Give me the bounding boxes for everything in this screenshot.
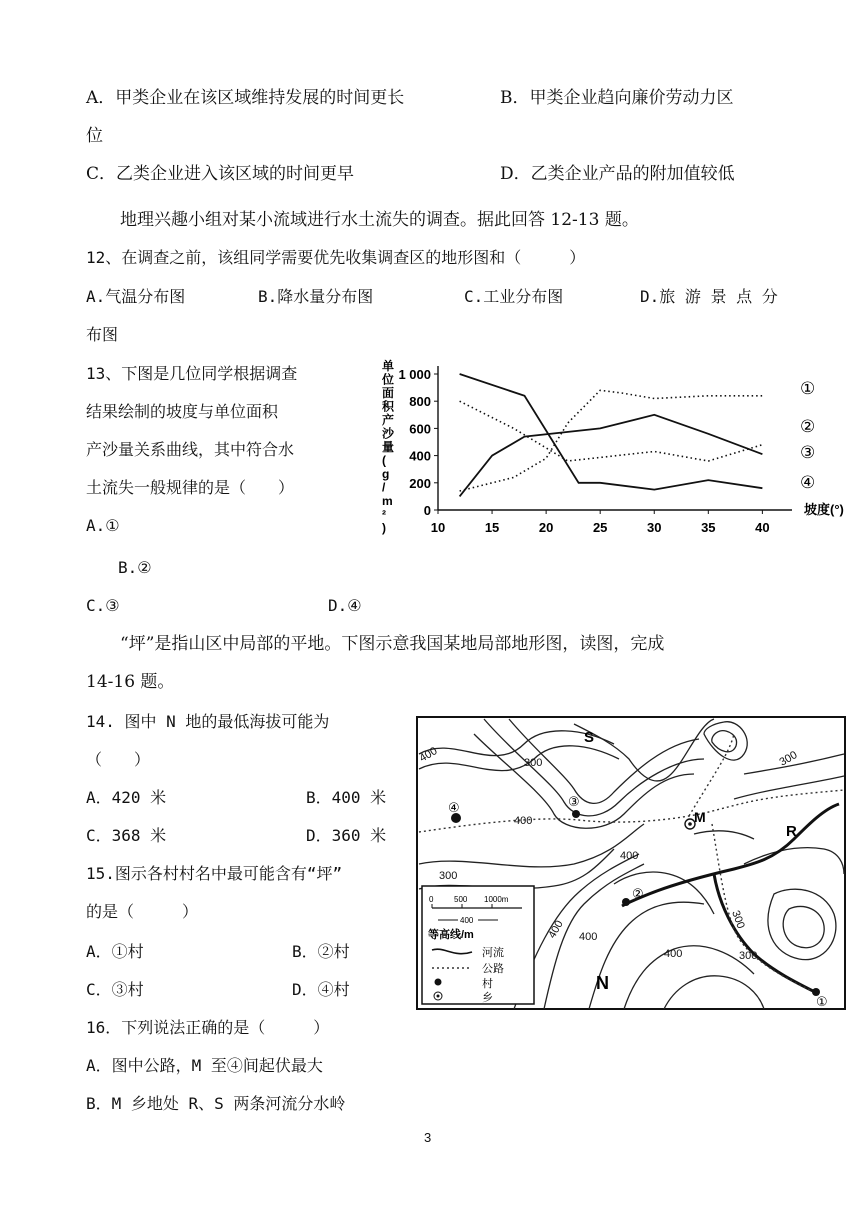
q14-stem-line-1: 14. 图中 N 地的最低海拔可能为 [86,712,330,731]
label-s: S [584,729,595,746]
legend-road: 公路 [482,963,504,975]
contour-label: 400 [417,745,440,765]
q13-stem-line-1: 13、下图是几位同学根据调查 [86,364,298,383]
chart-x-axis-label: 坡度(°) [804,502,844,517]
q13-stem-line-2: 结果绘制的坡度与单位面积 [86,402,279,421]
contour-label: 400 [579,931,598,943]
village-label: ③ [568,794,580,809]
contour-label: 300 [729,908,747,931]
label-r: R [786,823,797,840]
chart-series-line [460,374,763,490]
chart-y-tick-label: 0 [423,503,431,518]
contour-label: 300 [739,950,758,962]
scale-tick: 0 [429,895,434,904]
topographic-map [414,714,848,1012]
chart-series-label: ③ [800,443,816,462]
legend-box [422,886,534,1004]
q13-option-b: B.② [118,558,152,577]
chart-series-label: ② [800,417,816,436]
chart-series-label: ① [800,379,816,398]
chart-x-tick-label: 35 [701,520,716,535]
q14-stem-line-2: （ ） [86,750,151,769]
q14-option-a: A．420 米 [86,788,167,807]
contour-label: 400 [620,850,639,862]
intro-12-13: 地理兴趣小组对某小流域进行水土流失的调查。据此回答 12-13 题。 [120,210,639,230]
legend-river: 河流 [482,947,504,959]
q14-option-d: D．360 米 [306,826,387,845]
q16-option-b: B．M 乡地处 R、S 两条河流分水岭 [86,1094,346,1113]
village-label: ① [816,994,828,1009]
page-number: 3 [424,1130,432,1145]
chart-series-label: ④ [800,473,816,492]
scale-tick: 500 [454,895,468,904]
contour-label: 400 [514,815,533,827]
q12-option-d: D.旅 游 景 点 分 [640,287,778,306]
q12-option-b: B.降水量分布图 [258,287,374,306]
q13-stem-line-3: 产沙量关系曲线，其中符合水 [86,440,295,459]
q15-option-a: A．①村 [86,942,144,961]
q13-option-a: A.① [86,516,120,535]
chart-y-tick-label: 200 [409,475,431,491]
q15-stem-line-2: 的是（ ） [86,902,199,921]
chart-x-tick-label: 30 [647,520,662,535]
q13-option-c: C.③ [86,596,120,615]
contour-label: 300 [439,870,458,882]
chart-y-tick-label: 1 000 [398,367,431,382]
q12-option-a: A.气温分布图 [86,287,186,306]
q16-option-a: A．图中公路，M 至④间起伏最大 [86,1056,323,1075]
label-m: M [694,809,706,825]
q15-option-d: D．④村 [292,980,350,999]
q11-option-a: A．甲类企业在该区域维持发展的时间更长 [86,88,405,108]
village-label: ② [632,886,644,901]
legend-contour-sample: 400 [460,916,474,925]
contour-label: 400 [664,948,683,960]
q12-stem: 12、在调查之前，该组同学需要优先收集调查区的地形图和（ ） [86,248,586,267]
chart-x-tick-label: 20 [538,520,554,535]
q11-option-d: D．乙类企业产品的附加值较低 [500,164,735,184]
q15-option-b: B．②村 [292,942,350,961]
legend-township: 乡 [482,992,493,1004]
q14-option-b: B．400 米 [306,788,387,807]
q15-stem-line-1: 15.图示各村村名中最可能含有“坪” [86,864,343,883]
q11-option-b: B．甲类企业趋向廉价劳动力区 [500,88,734,108]
chart-y-axis-label: 单位面积产沙量( g / m ² ) [382,359,395,535]
contour-label: 300 [777,749,800,769]
contour-label: 300 [524,757,543,769]
chart-y-tick-label: 600 [409,421,431,437]
slope-sediment-chart [368,352,848,542]
q12-option-d-continued: 布图 [86,325,119,344]
intro-14-16-line-1: “坪”是指山区中局部的平地。下图示意我国某地局部地形图，读图，完成 [120,634,665,654]
chart-x-tick-label: 15 [484,520,500,535]
map-legend [422,886,534,1004]
q13-stem-line-4: 土流失一般规律的是（ ） [86,478,295,497]
chart-series-line [460,401,763,461]
q14-option-c: C．368 米 [86,826,167,845]
q12-option-c: C.工业分布图 [464,287,564,306]
scale-tick: 1000m [484,895,509,904]
q11-option-c: C．乙类企业进入该区域的时间更早 [86,164,355,184]
chart-x-tick-label: 10 [430,520,446,535]
q16-stem: 16．下列说法正确的是（ ） [86,1018,330,1037]
chart-x-tick-label: 25 [592,520,608,535]
chart-series-line [460,390,763,491]
legend-village: 村 [482,978,493,990]
intro-14-16-line-2: 14-16 题。 [86,672,175,692]
chart-x-tick-label: 40 [755,520,770,535]
chart-y-tick-label: 800 [409,394,431,410]
q11-option-b-continued: 位 [86,126,103,146]
q15-option-c: C．③村 [86,980,144,999]
village-label: ④ [448,800,460,815]
label-n: N [596,973,609,993]
legend-contour-label: 等高线/m [428,929,474,941]
chart-y-tick-label: 400 [409,448,431,464]
q13-option-d: D.④ [328,596,362,615]
contour-label: 400 [546,918,566,941]
legend-village-symbol [435,979,442,986]
